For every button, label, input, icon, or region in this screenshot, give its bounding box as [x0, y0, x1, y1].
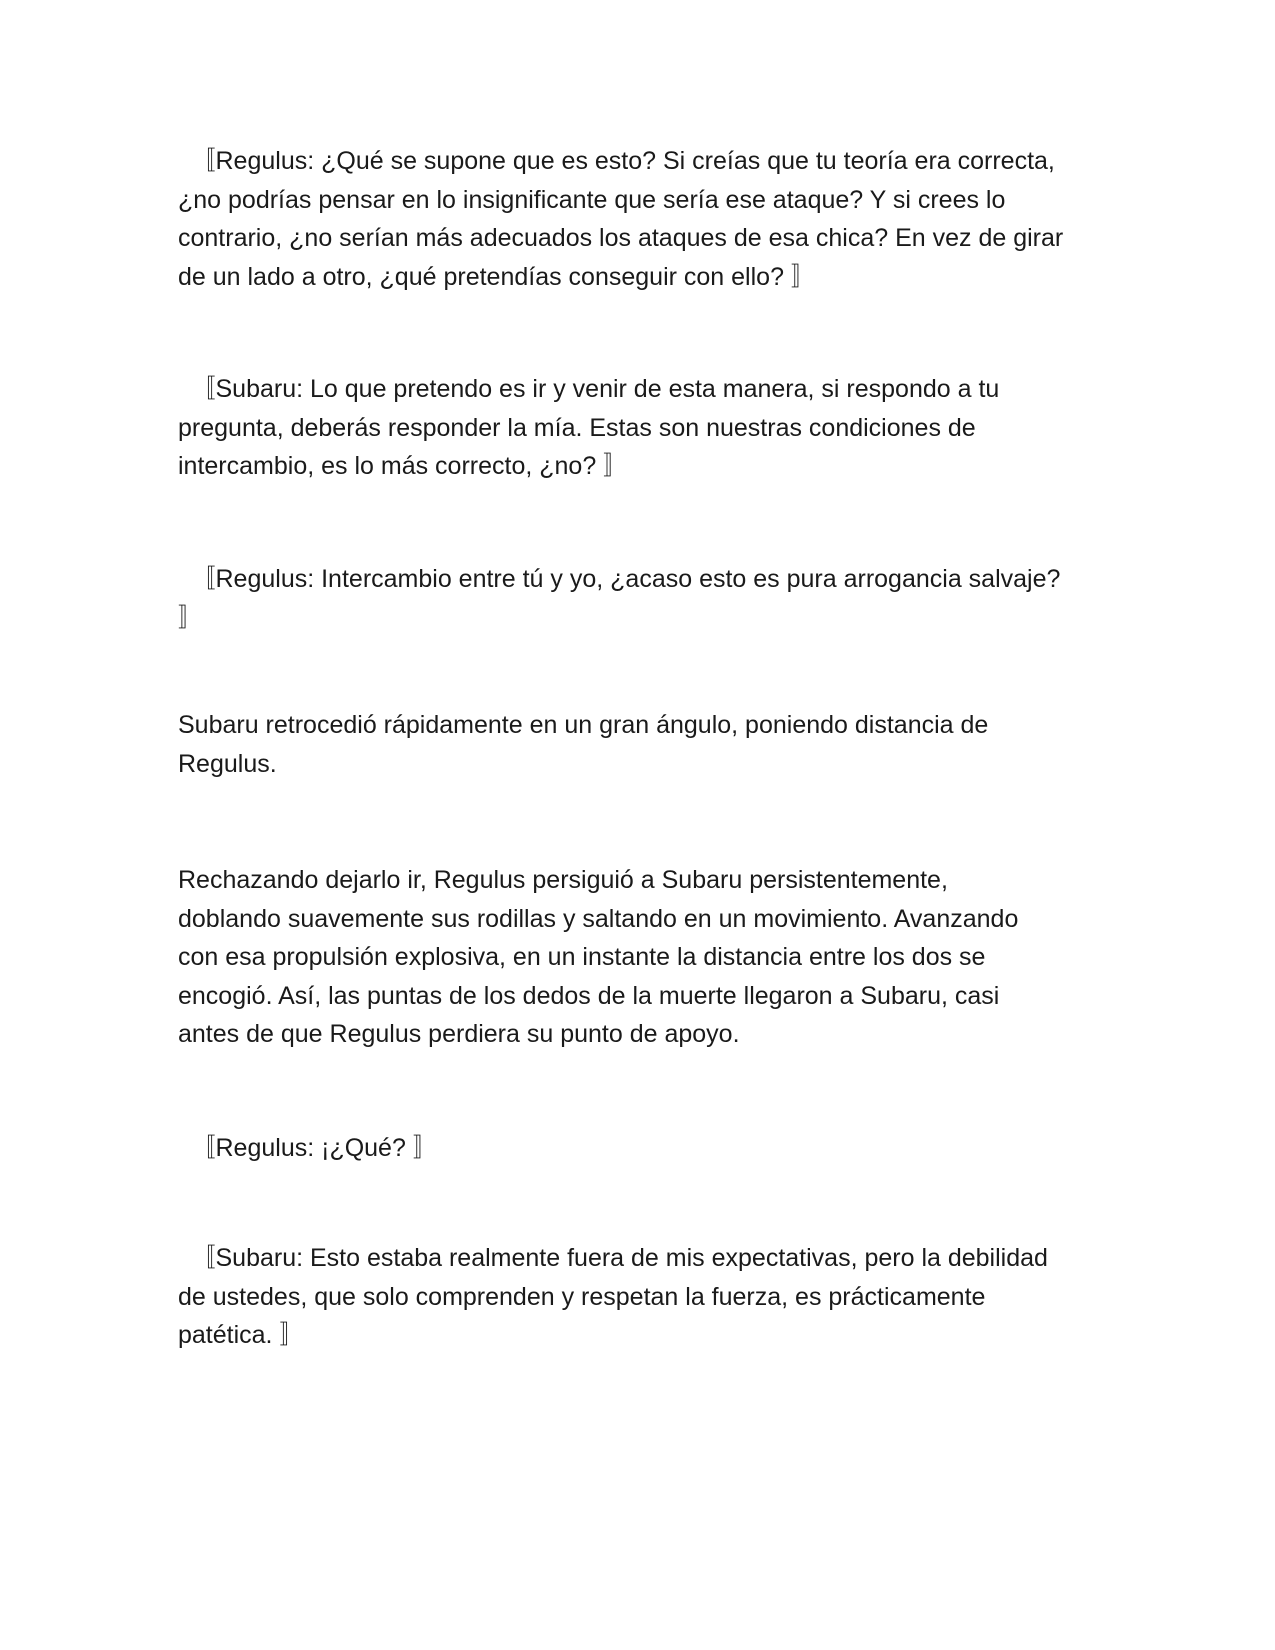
text-line: de un lado a otro, ¿qué pretendías conseguir con ello? 〛: [178, 262, 816, 291]
text-line: 〚Subaru: Lo que pretendo es ir y venir de esta manera, si respondo a tu: [178, 375, 1000, 403]
dialogue-subaru-reply: [178, 370, 1118, 486]
text-line: 〚Regulus: ¿Qué se supone que es esto? Si creías que tu teoría era correcta,: [178, 147, 1055, 175]
text-line: doblando suavemente sus rodillas y saltando en un movimiento. Avanzando: [178, 904, 1019, 933]
text-line: contrario, ¿no serían más adecuados los ataques de esa chica? En vez de girar: [178, 224, 1064, 252]
dialogue-subaru-final: [178, 1239, 1118, 1355]
text-line: Regulus.: [178, 749, 277, 778]
dialogue-regulus-exchange: [178, 560, 1118, 637]
text-line: con esa propulsión explosiva, en un instante la distancia entre los dos se: [178, 943, 986, 971]
dialogue-regulus-exclaim: [178, 1129, 1118, 1168]
text-line: antes de que Regulus perdiera su punto de apoyo.: [178, 1020, 740, 1048]
text-line: pregunta, deberás responder la mía. Estas son nuestras condiciones de: [178, 413, 976, 442]
text-line: 〚Regulus: Intercambio entre tú y yo, ¿acaso esto es pura arrogancia salvaje?: [178, 565, 1061, 593]
narration-subaru-retreat: [178, 706, 1118, 783]
text-line: ¿no podrías pensar en lo insignificante que sería ese ataque? Y si crees lo: [178, 185, 1006, 214]
text-line: 〛: [178, 603, 204, 632]
text-line: patética. 〛: [178, 1321, 305, 1349]
text-line: de ustedes, que solo comprenden y respetan la fuerza, es prácticamente: [178, 1282, 986, 1311]
text-line: Rechazando dejarlo ir, Regulus persiguió a Subaru persistentemente,: [178, 866, 948, 894]
text-line: 〚Regulus: ¡¿Qué? 〛: [178, 1134, 438, 1162]
narration-regulus-pursuit: [178, 861, 1118, 1054]
dialogue-regulus-question: [178, 142, 1118, 296]
text-line: intercambio, es lo más correcto, ¿no? 〛: [178, 452, 629, 480]
text-line: encogió. Así, las puntas de los dedos de la muerte llegaron a Subaru, casi: [178, 981, 1000, 1010]
text-line: 〚Subaru: Esto estaba realmente fuera de mis expectativas, pero la debilidad: [178, 1244, 1048, 1272]
text-line: Subaru retrocedió rápidamente en un gran ángulo, poniendo distancia de: [178, 711, 989, 739]
